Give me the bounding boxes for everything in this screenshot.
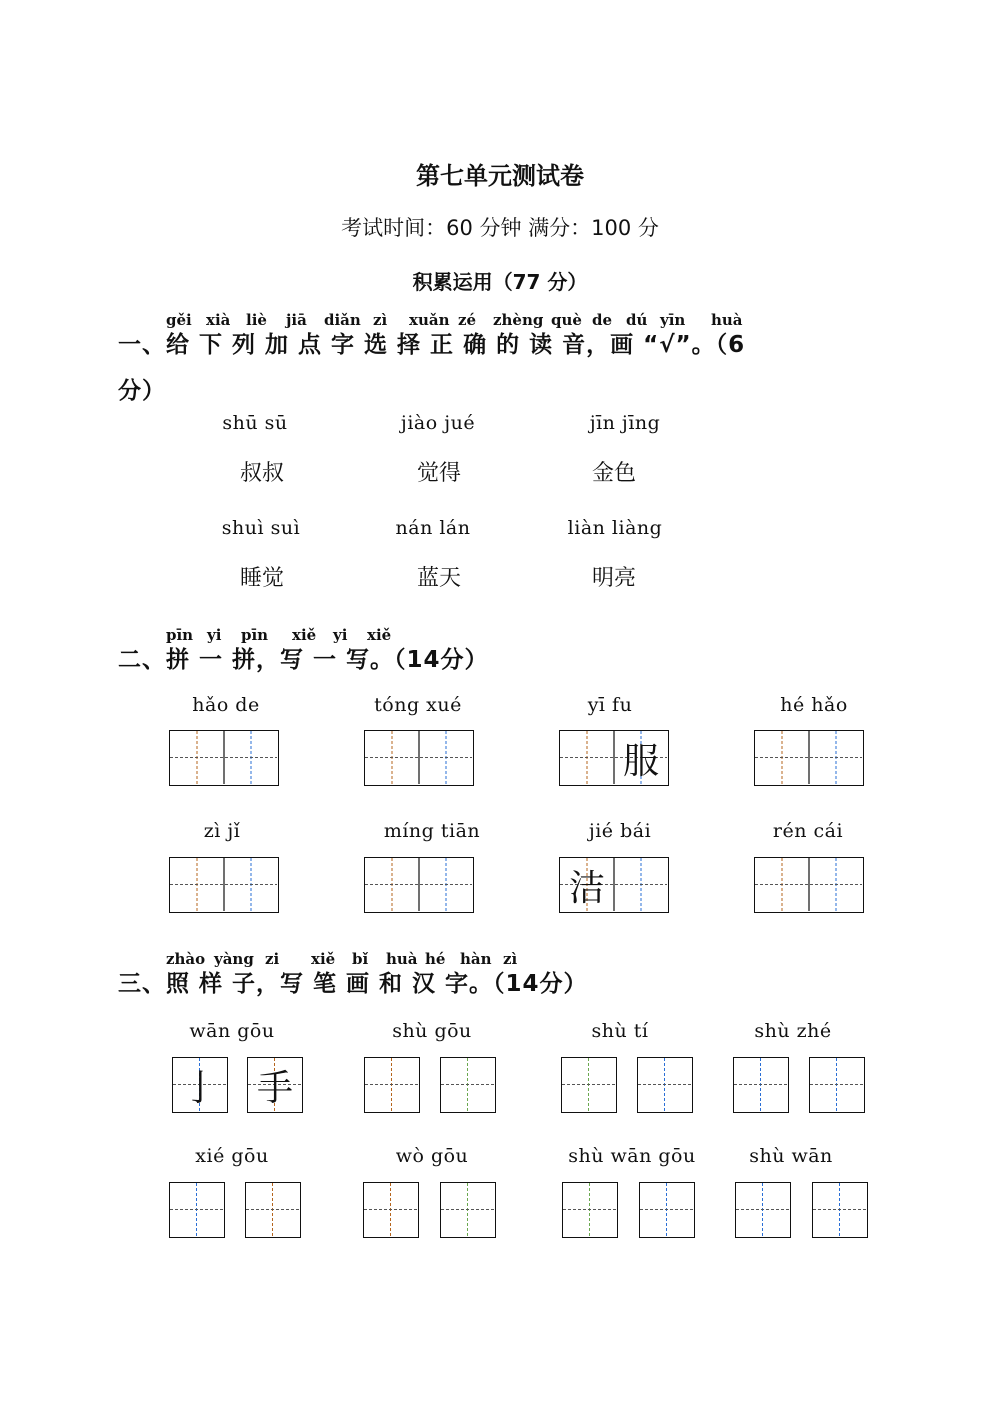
pinyin-annotation: gěi	[166, 311, 192, 329]
pinyin-annotation: xiě	[311, 950, 336, 968]
q2-item-pinyin: hǎo de	[192, 694, 260, 716]
written-character	[755, 858, 809, 912]
written-character	[734, 1058, 788, 1112]
q1-item-word: 睡觉	[239, 566, 284, 591]
written-character	[365, 858, 419, 912]
q1-item-word: 叔叔	[239, 461, 284, 486]
pinyin-annotation: huà	[386, 950, 418, 968]
written-character	[810, 1058, 864, 1112]
pinyin-annotation: huà	[711, 311, 743, 329]
single-char-writing-box[interactable]	[733, 1057, 789, 1113]
written-character	[562, 1058, 616, 1112]
written-character	[809, 731, 863, 785]
q1-instruction: 一、给 下 列 加 点 字 选 择 正 确 的 读 音，画 “√”。（6	[118, 332, 746, 358]
written-character	[224, 731, 278, 785]
written-character	[755, 731, 809, 785]
pinyin-annotation: yàng	[214, 950, 254, 968]
written-character	[170, 731, 224, 785]
pinyin-annotation: xià	[206, 311, 231, 329]
written-character	[638, 1058, 692, 1112]
q2-item-pinyin: zì jǐ	[203, 820, 241, 842]
q3-item-pinyin: wān gōu	[189, 1020, 275, 1042]
q1-item-pinyin: jīn jīng	[589, 412, 661, 434]
pinyin-annotation: hé	[425, 950, 446, 968]
pinyin-annotation: yi	[207, 626, 222, 644]
two-char-writing-box[interactable]	[754, 730, 864, 786]
two-char-writing-box[interactable]	[169, 857, 279, 913]
q1-instruction-cont: 分）	[118, 378, 166, 404]
written-character	[224, 858, 278, 912]
single-char-writing-box[interactable]	[735, 1182, 791, 1238]
pinyin-annotation: de	[592, 311, 613, 329]
written-character	[419, 731, 473, 785]
two-char-writing-box[interactable]	[754, 857, 864, 913]
written-character	[614, 858, 668, 912]
written-character	[560, 731, 614, 785]
two-char-writing-box[interactable]	[169, 730, 279, 786]
exam-info: 考试时间：60 分钟 满分：100 分	[341, 216, 659, 240]
pinyin-annotation: bǐ	[352, 950, 369, 968]
page-title: 第七单元测试卷	[416, 162, 584, 190]
q2-instruction: 二、拼 一 拼，写 一 写。（14分）	[118, 647, 489, 673]
single-char-writing-box[interactable]	[639, 1182, 695, 1238]
pinyin-annotation: liè	[246, 311, 267, 329]
q3-item-pinyin: shù zhé	[754, 1020, 832, 1042]
q2-item-pinyin: hé hǎo	[780, 694, 848, 716]
pinyin-annotation: yīn	[660, 311, 686, 329]
pinyin-annotation: diǎn	[324, 311, 361, 329]
pinyin-annotation: xuǎn	[409, 311, 450, 329]
written-character	[563, 1183, 617, 1237]
q1-item-word: 觉得	[416, 461, 461, 486]
pinyin-annotation: zì	[373, 311, 388, 329]
pinyin-annotation: zé	[458, 311, 477, 329]
q1-item-pinyin: jiào jué	[400, 412, 476, 434]
written-character	[365, 1058, 419, 1112]
q3-item-pinyin: shù wān gōu	[568, 1145, 696, 1167]
single-char-writing-box[interactable]	[440, 1182, 496, 1238]
single-char-writing-box[interactable]	[561, 1057, 617, 1113]
single-char-writing-box[interactable]	[440, 1057, 496, 1113]
pinyin-annotation: zì	[503, 950, 518, 968]
q1-item-pinyin: shuì suì	[221, 517, 301, 539]
q2-item-pinyin: rén cái	[772, 820, 844, 842]
pinyin-annotation: dú	[626, 311, 648, 329]
written-character	[813, 1183, 867, 1237]
written-character	[246, 1183, 300, 1237]
q1-item-pinyin: liàn liàng	[567, 517, 663, 539]
written-character: 服	[622, 740, 659, 782]
q3-item-pinyin: shù wān	[749, 1145, 833, 1167]
q3-item-pinyin: xié gōu	[195, 1145, 269, 1167]
single-char-writing-box[interactable]	[245, 1182, 301, 1238]
written-character: 洁	[568, 867, 605, 909]
written-character	[640, 1183, 694, 1237]
two-char-writing-box[interactable]	[364, 857, 474, 913]
q3-instruction: 三、照 样 子，写 笔 画 和 汉 字。（14分）	[118, 971, 588, 997]
pinyin-annotation: xiě	[292, 626, 317, 644]
q1-item-word: 蓝天	[416, 566, 461, 591]
written-character	[365, 731, 419, 785]
single-char-writing-box[interactable]	[812, 1182, 868, 1238]
pinyin-annotation: zi	[265, 950, 280, 968]
written-character: 亅	[181, 1067, 218, 1109]
written-character	[364, 1183, 418, 1237]
written-character	[809, 858, 863, 912]
written-character	[736, 1183, 790, 1237]
single-char-writing-box[interactable]	[363, 1182, 419, 1238]
q2-item-pinyin: tóng xué	[374, 694, 462, 716]
pinyin-annotation: zhèng	[493, 311, 544, 329]
q1-item-pinyin: shū sū	[222, 412, 288, 434]
written-character: 手	[256, 1067, 293, 1109]
single-char-writing-box[interactable]	[247, 1057, 303, 1113]
written-character	[441, 1058, 495, 1112]
q1-item-word: 金色	[591, 461, 636, 486]
q3-item-pinyin: shù gōu	[392, 1020, 472, 1042]
two-char-writing-box[interactable]	[559, 730, 669, 786]
written-character	[441, 1183, 495, 1237]
q3-item-pinyin: shù tí	[591, 1020, 649, 1042]
q3-item-pinyin: wò gōu	[395, 1145, 469, 1167]
q2-item-pinyin: míng tiān	[383, 820, 481, 842]
two-char-writing-box[interactable]	[559, 857, 669, 913]
single-char-writing-box[interactable]	[364, 1057, 420, 1113]
pinyin-annotation: què	[551, 311, 582, 329]
pinyin-annotation: pīn	[166, 626, 194, 644]
q1-item-pinyin: nán lán	[395, 517, 471, 539]
section-heading: 积累运用（77 分）	[412, 270, 588, 294]
single-char-writing-box[interactable]	[562, 1182, 618, 1238]
pinyin-annotation: hàn	[460, 950, 492, 968]
pinyin-annotation: xiě	[367, 626, 392, 644]
pinyin-annotation: pīn	[241, 626, 269, 644]
q1-item-word: 明亮	[591, 566, 636, 591]
written-character	[419, 858, 473, 912]
single-char-writing-box[interactable]	[637, 1057, 693, 1113]
pinyin-annotation: zhào	[166, 950, 206, 968]
two-char-writing-box[interactable]	[364, 730, 474, 786]
written-character	[170, 1183, 224, 1237]
q2-item-pinyin: yī fu	[587, 694, 633, 716]
pinyin-annotation: jiā	[286, 311, 307, 329]
single-char-writing-box[interactable]	[169, 1182, 225, 1238]
single-char-writing-box[interactable]	[809, 1057, 865, 1113]
pinyin-annotation: yi	[333, 626, 348, 644]
written-character	[170, 858, 224, 912]
single-char-writing-box[interactable]	[172, 1057, 228, 1113]
q2-item-pinyin: jié bái	[588, 820, 652, 842]
